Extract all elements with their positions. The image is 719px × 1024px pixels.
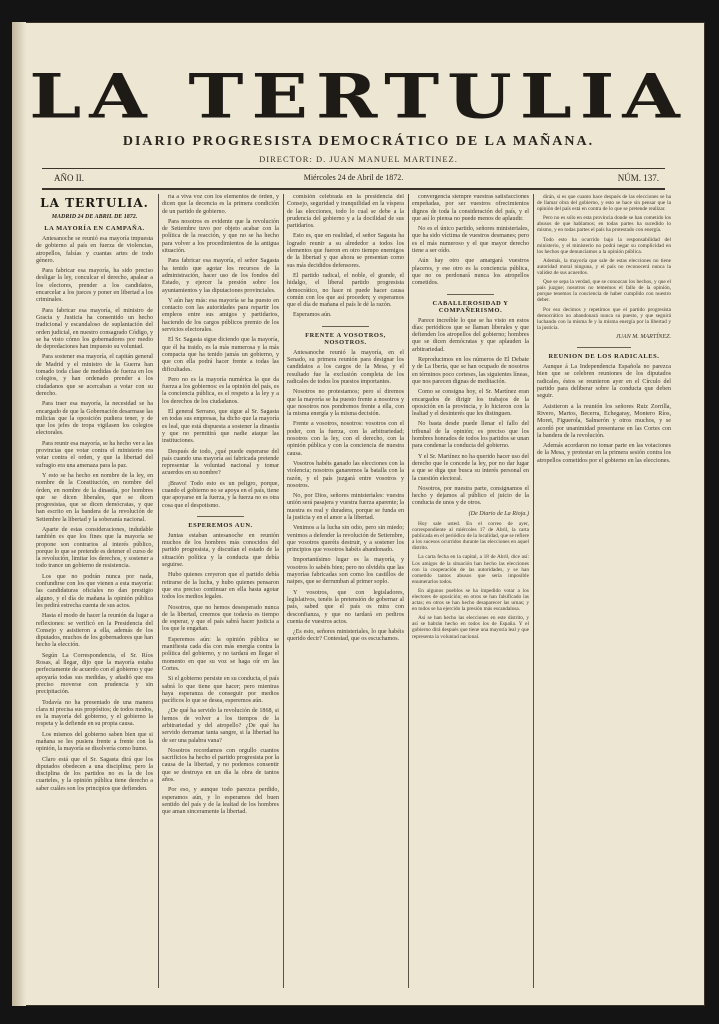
article-signature: (De Diario de La Rioja.) xyxy=(468,510,529,517)
paragraph: El Sr. Sagasta sigue diciendo que la mayoría, que él ha traido, es la más numerosa y la más compacta que ha tenido jamás un gobierno, y que con ella podrá hacer frente a todas las dificultades. xyxy=(162,337,279,373)
paragraph: El general Serrano, que sigue al Sr. Sagasta en todas sus empresas, ha dicho que la mayoría es leal, que está dispuesta a sostener la dinastía y que no permitirá que nadie ataque las instituciones. xyxy=(162,409,279,445)
paragraph: Antesanoche se reunió esa mayoría impuesta de gobierno al país en fuerza de violencias, atropellos, falsías y cuantas artes de todo género. xyxy=(36,236,153,264)
paragraph: Esperemos aún: la opinión pública se manifiesta cada día con más energía contra la política del gobierno, y no tardará en llegar el momento en que su voz se haga oír en las Cortes. xyxy=(162,636,279,672)
paragraph: Los que no podrán nunca por nada, confundirse con los que vienen a esta mayoría: las candidaturas oficiales no dan prestigio alguno, y el día de mañana la opinión pública les pedirá estrecha cuenta de sus actos. xyxy=(36,573,153,609)
paragraph: Hasta el modo de hacer la reunión da lugar a reflexiones: se verificó en la Presidencia del Consejo y asistieron a ella, además de los diputados, muchos de los gobernadores que han hecho la elección. xyxy=(36,613,153,649)
newspaper-page xyxy=(12,22,705,1006)
newspaper-title: LA TERTULIA xyxy=(29,61,688,133)
column-1 xyxy=(36,194,153,992)
issue-number: NÚM. 137. xyxy=(617,173,659,183)
paragraph: Además acordaron no tomar parte en las votaciones de la Mesa, y protestar en la primera sesión contra los atropellos cometidos por el gobierno en las elecciones. xyxy=(537,443,671,464)
paragraph: Como se consigna hoy, el Sr. Martínez eran encargados de dirigir los trabajos de la oposición en la provincia, y lo hicieron con la lealtad y el desinterés que les distinguen. xyxy=(412,389,529,418)
section-masthead: LA TERTULIA. xyxy=(40,196,149,210)
paragraph: Aunque á La Independencia Española no parezca bien que se celebren reuniones de los diputados radicales, éstos se reunieron ayer en el Círculo del partido para deliberar sobre la conducta que deben seguir. xyxy=(537,364,671,400)
column-5 xyxy=(537,194,671,992)
article-title: FRENTE A VOSOTROS, NOSOTROS. xyxy=(305,331,386,346)
column-divider xyxy=(283,194,284,988)
paragraph: Nosotros, por nuestra parte, consignamos el hecho y dejamos al público el juicio de la conducta de unos y de otros. xyxy=(412,485,529,507)
paragraph: Nosotros no protestamos; pero sí diremos que la mayoría se ha puesto frente a nosotros y que nosotros nos pondremos frente a ella, con la misma energía y la misma decisión. xyxy=(287,389,404,418)
article-separator xyxy=(197,516,244,517)
column-divider xyxy=(408,194,409,988)
director-line: DIRECTOR: D. JUAN MANUEL MARTINEZ. xyxy=(259,154,458,164)
paragraph: Esperamos aún. xyxy=(293,312,332,319)
column-2 xyxy=(162,194,279,992)
paragraph: Para fabricar esa mayoría, el ministro de Gracia y Justicia ha consentido un hecho tradicional y escandaloso de suplantación del orden judicial, en nuestro consagrado Código, y se ha visto cómo los gobernadores por medio de depredaciones han impuesto su voluntad. xyxy=(36,307,153,351)
madrid-dateline: MADRID 24 DE ABRIL DE 1872. xyxy=(51,214,138,220)
paragraph: Y aún hay más: esa mayoría se ha puesto en contacto con las autoridades para repartir los empleos entre sus amigos y partidarios, haciendo de los cargos públicos premio de los servicios electorales. xyxy=(162,297,279,334)
paragraph: Después de todo, ¿qué puede esperarse del país cuando una mayoría así fabricada pretende representar la voluntad nacional y tomar acuerdos en su nombre? xyxy=(162,448,279,477)
paragraph: comisión celebrada en la presidencia del Consejo, seguridad y tranquilidad en la víspera de las elecciones, todo lo cual se debe a la prudencia del gobierno y a la docilidad de sus partidarios. xyxy=(287,194,404,230)
page-spine xyxy=(12,22,26,1006)
paragraph: Juntas estaban antesanoche en reunión muchos de los hombres más conocidos del partido progresista, y discutían el estado de la situación política y la conducta que debía seguirse. xyxy=(162,532,279,569)
paragraph: Para fabricar esa mayoría, ha sido preciso desligar la ley, conculcar el derecho, apalear a los electores, prender a los candidatos, encarcelar a los jueces y poner en libertad a los criminales. xyxy=(36,268,153,304)
paragraph: Así se han hecho las elecciones en este distrito, y así se habrán hecho en todos los de España. Y el gobierno dirá después que tiene una mayoría leal y que representa la voluntad nacional. xyxy=(412,615,529,640)
paragraph: ¿De qué ha servido la revolución de 1868, si hemos de volver a los tiempos de la arbitrariedad y del atropello? ¿De qué ha servido derramar tanta sangre, si la libertad ha de ser una palabra vana? xyxy=(162,708,279,744)
column-4 xyxy=(412,194,529,992)
paragraph: Para sostener esa mayoría, el capitán general de Madrid y el ministro de la Guerra han tomado toda clase de medidas de fuerza en los colegios, y han ordenado prender a los ciudadanos que se acercaban a votar con su derecho. xyxy=(36,354,153,397)
fine-print-block xyxy=(537,194,671,331)
paragraph: Para nosotros es evidente que la revolución de Setiembre tuvo por objeto acabar con la política de la reacción, y que no se ha hecho para volver a los procedimientos de la antigua situación. xyxy=(162,218,279,255)
paragraph: Y esto se ha hecho en nombre de la ley, en nombre de la Constitución, en nombre del órden, en nombre de la dinastía, por hombres que se dicen liberales, que se dicen progresistas, que se dicen demócratas, y que han escrito en la bandera de la revolución de Setiembre la libertad y la soberanía nacional. xyxy=(36,472,153,523)
paragraph: convergencia siempre vuestras satisfacciones empeñadas, por ser vuestros ofrecimientos dignos de toda la consideración del país, y el que así lo piensa no puede menos de aplaudir. xyxy=(412,194,529,222)
paragraph: Claro está que el Sr. Sagasta dirá que los diputados obedecen a una disciplina; pero la disciplina de los partidos no es la de los cuarteles, y la opinión pública tiene derecho a saber cuáles son los principios que defienden. xyxy=(36,756,153,792)
paragraph: Pero no es sólo en esta provincia donde se han cometido los abusos de que hablamos; en todas partes ha sucedido lo mismo, y en todas partes el país ha protestado con energía. xyxy=(537,215,671,234)
article-title: ESPEREMOS AUN. xyxy=(188,521,253,529)
paragraph: Por eso, y aunque todo parezca perdido, esperamos aún, y lo esperamos del buen sentido del país y de la lealtad de los hombres que aman sinceramente la libertad. xyxy=(162,787,279,816)
paragraph: Aparte de estas consideraciones, indudable también es que los fines que la mayoría se propone son contrarios al interés público, porque lo que se pretende es detener el curso de la revolución, limitar los derechos, y sostener a todo trance un gobierno de resistencia. xyxy=(36,526,153,570)
paragraph: No es el único partido, señores ministeriales, que ha sido víctima de vuestros desmanes; pero es el más numeroso y el que mayor derecho tiene a ser oído. xyxy=(412,226,529,255)
paragraph: Además, la mayoría que sale de estas elecciones no tiene autoridad moral ninguna, y el país no reconocerá nunca la validez de sus acuerdos. xyxy=(537,257,671,277)
paragraph: Hoy sale usted. En el correo de ayer, correspondiente al miércoles 17 de Abril, la carta publicada en el periódico de la localidad, que se refiere a los sucesos ocurridos durante las elecciones en aquel distrito. xyxy=(412,520,529,552)
paragraph: ¿Es esto, señores ministeriales, lo que habéis querido decir? Contestad, que os escuchamos. xyxy=(287,629,404,643)
year-label: AÑO II. xyxy=(54,173,84,183)
column-divider xyxy=(533,194,534,988)
masthead xyxy=(12,58,705,136)
paragraph: Aún hay otro que amargará vuestros placeres, y ese otro es la conciencia pública, que no os perdonará nunca los atropellos cometidos. xyxy=(412,258,529,287)
article-title: CABALLEROSIDAD Y COMPAÑERISMO. xyxy=(432,299,509,314)
paragraph: La carta fecha en la capital, a 18 de Abril, dice así: Los amigos de la situación han hecho las elecciones con la cooperación de las autoridades, y se han cometido tantos abusos que sería imposible enumerarlos todos. xyxy=(412,554,529,585)
paragraph: Por eso decimos y repetimos que el partido progresista democrático no abandonará nunca su puesto, y que seguirá luchando con la misma fe y la misma energía por la libertad y la justicia. xyxy=(537,306,671,331)
paragraph: Nosotros recordamos con orgullo cuantos sacrificios ha hecho el partido progresista por la causa de la libertad, y no podemos consentir que se destruya en un día la obra de tantos años. xyxy=(162,747,279,784)
article-title: REUNION DE LOS RADICALES. xyxy=(548,353,660,361)
paragraph: El partido radical, el noble, el grande, el hidalgo, el liberal partido progresista democrático, no hace ni puede hacer causa común con los que así proceden; y esperamos que el día de mañana el país le dé la razón. xyxy=(287,272,404,309)
paragraph: Nosotros, que no hemos desesperado nunca de la libertad, creemos que todavía es tiempo de esperar, y que el país sabrá hacer justicia a los que le engañan. xyxy=(162,604,279,633)
paragraph: Importantísimo lugar es la mayoría, y vosotros lo sabéis bien; pero no olvidéis que las mayorías fabricadas son como los castillos de naipes, que se derrumban al primer soplo. xyxy=(287,557,404,586)
paragraph: Pero no es la mayoría numérica la que da fuerza a los gobiernos: es la opinión del país, es la conciencia pública, es el respeto a la ley y a los derechos de los ciudadanos. xyxy=(162,376,279,405)
paragraph: Vosotros habéis ganado las elecciones con la violencia; nosotros ganaremos la batalla con la razón, y el país juzgará entre vosotros y nosotros. xyxy=(287,460,404,489)
issue-date: Miércoles 24 de Abril de 1872. xyxy=(303,173,404,182)
paragraph: No, por Dios, señores ministeriales: vuestra unión será pasajera y vuestra fuerza aparente; la nuestra es real y duradera, porque se funda en la justicia y en el amor a la libertad. xyxy=(287,493,404,521)
article-separator xyxy=(577,347,631,348)
header-rule-top xyxy=(42,168,665,169)
paragraph: Y el Sr. Martínez no ha querido hacer uso del derecho que le concede la ley, por no dar lugar a que se diga que busca su interés personal en la cuestión electoral. xyxy=(412,453,529,482)
paragraph: Todavía no ha presentado de una manera clara ni precisa sus propósitos; de todos modos, es la mayoría del gobierno, y el gobierno la respeta y la defiende en su propia causa. xyxy=(36,699,153,728)
paragraph: Todo esto ha ocurrido bajo la responsabilidad del ministerio, y el ministerio no podrá negar su complicidad en los hechos que denunciamos a la opinión pública. xyxy=(537,236,671,255)
paragraph: Y vosotros, que con legisladores, legislativos, tenéis la pretensión de gobernar al país, sabed que el país os mira con desconfianza, y que no tardará en pediros cuenta de vuestros actos. xyxy=(287,589,404,625)
paragraph: Reproducimos en los números de El Debate y de La Iberia, que se han ocupado de nosotros en términos poco corteses, las siguientes líneas, que nos parecen dignas de meditación. xyxy=(412,357,529,385)
paragraph: Si el gobierno persiste en su conducta, el país sabrá lo que tiene que hacer; pero mientras haya esperanza de conseguir por medios pacíficos lo que se desea, esperemos aún. xyxy=(162,676,279,705)
paragraph: Asistieron a la reunión los señores Ruiz Zorrilla, Rivero, Martos, Becerra, Echegaray, Montero Ríos, Moret, Figuerola, Salmerón y otros muchos, y se acordó por unanimidad presentarse en las Cortes con la bandera de la revolución. xyxy=(537,403,671,439)
paragraph: ría a viva voz con los elementos de órden, y dicen que la decencia es la primera condición de un partido de gobierno. xyxy=(162,194,279,215)
fine-print-block xyxy=(412,521,529,640)
paragraph: Para traer esa mayoría, la necesidad se ha encargado de que la Gobernación desarmase las milicias que la oposición pudiera tener, y de que los jefes de tropa vigilasen los colegios electorales. xyxy=(36,401,153,437)
article-signature: JUAN M. MARTÍNEZ. xyxy=(615,333,671,340)
paragraph: Antesanoche reunió la mayoría, en el Senado, su primera reunión para designar los candidatos a los cargos de la Mesa, y el resultado fue la exclusión completa de los radicales de todos los puestos importantes. xyxy=(287,349,404,385)
column-3 xyxy=(287,194,404,992)
paragraph: Venimos a la lucha sin odio, pero sin miedo; venimos a defender la revolución de Setiembre, que vosotros queréis destruir, y a sostener los principios que vosotros habéis abandonado. xyxy=(287,525,404,554)
paragraph: Los mismos del gobierno saben bien que si mañana se les pusiera frente a frente con la opinión, la mayoría se disolvería como humo. xyxy=(36,731,153,753)
paragraph: Para fabricar esa mayoría, el señor Sagasta ha tenido que agotar los recursos de la administración, hacer uso de los fondos del Estado, y ejercer la presión sobre los ayuntamientos y las diputaciones provinciales. xyxy=(162,258,279,294)
article-title: LA MAYORÍA EN CAMPAÑA. xyxy=(44,225,145,232)
dateline xyxy=(42,172,665,186)
paragraph: No basta desde puede llenar el fallo del tribunal de la opinión; es preciso que los hombres honrados de todos los partidos se unan para condenar la conducta del gobierno. xyxy=(412,421,529,450)
paragraph: Para reunir esa mayoría, se ha hecho ver a las provincias que votar contra el ministerio era votar contra el orden, y que la libertad del sufragio era una amenaza para la paz. xyxy=(36,440,153,469)
newspaper-subtitle: DIARIO PROGRESISTA DEMOCRÁTICO DE LA MAÑANA. xyxy=(122,134,595,149)
paragraph: Esto es, que en realidad, el señor Sagasta ha logrado reunir a su alrededor a todos los elementos que fueron en otro tiempo enemigos de la libertad y que ahora se presentan como sus más decididos defensores. xyxy=(287,233,404,269)
paragraph: En algunos pueblos se ha impedido votar a los electores de oposición; en otros se han falsificado las actas; en otros se han hecho desaparecer las urnas; y en todos se ha ejercido la presión más escandalosa. xyxy=(412,587,529,613)
column-divider xyxy=(158,194,159,988)
paragraph: Que se sepa la verdad, que se conozcan los hechos, y que el país juzgue; nosotros no tememos el fallo de la opinión, porque tenemos la conciencia de haber cumplido con nuestro deber. xyxy=(537,279,671,304)
paragraph: Hubo quienes creyeron que el partido debía retirarse de la lucha, y hubo quienes pensaron que era preciso continuar en ella hasta agotar todos los medios legales. xyxy=(162,572,279,601)
paragraph: Parece increíble lo que se ha visto en estos días: periódicos que se llaman liberales y que defienden los atropellos del gobierno; hombres que se dicen demócratas y que aplauden la arbitrariedad. xyxy=(412,317,529,353)
paragraph: dirán, si es que cuanto hace después de las elecciones se ha de llamar obra del gobierno, y esto se hace sin pensar que la opinión del país está en contra de lo que se pretende realizar. xyxy=(537,194,671,213)
paragraph: Según La Correspondencia, el Sr. Ríos Rosas, al llegar, dijo que la mayoría estaba perfectamente de acuerdo con el gobierno y que apoyaría todas sus medidas, y añadió que era preciso moverse con prudencia y sin precipitación. xyxy=(36,652,153,696)
paragraph: ¡Bravo! Todo esto es un peligro, porque, cuando el gobierno no se apoya en el país, tiene que apoyarse en la fuerza, y la fuerza no es otra cosa que el despotismo. xyxy=(162,480,279,509)
article-separator xyxy=(447,294,494,295)
article-separator xyxy=(322,326,369,327)
header-rule-bottom xyxy=(42,188,665,190)
paragraph: Frente a vosotros, nosotros: vosotros con el poder, con la fuerza, con la arbitrariedad; nosotros con la ley, con el derecho, con la opinión pública y con la conciencia de nuestra causa. xyxy=(287,421,404,457)
